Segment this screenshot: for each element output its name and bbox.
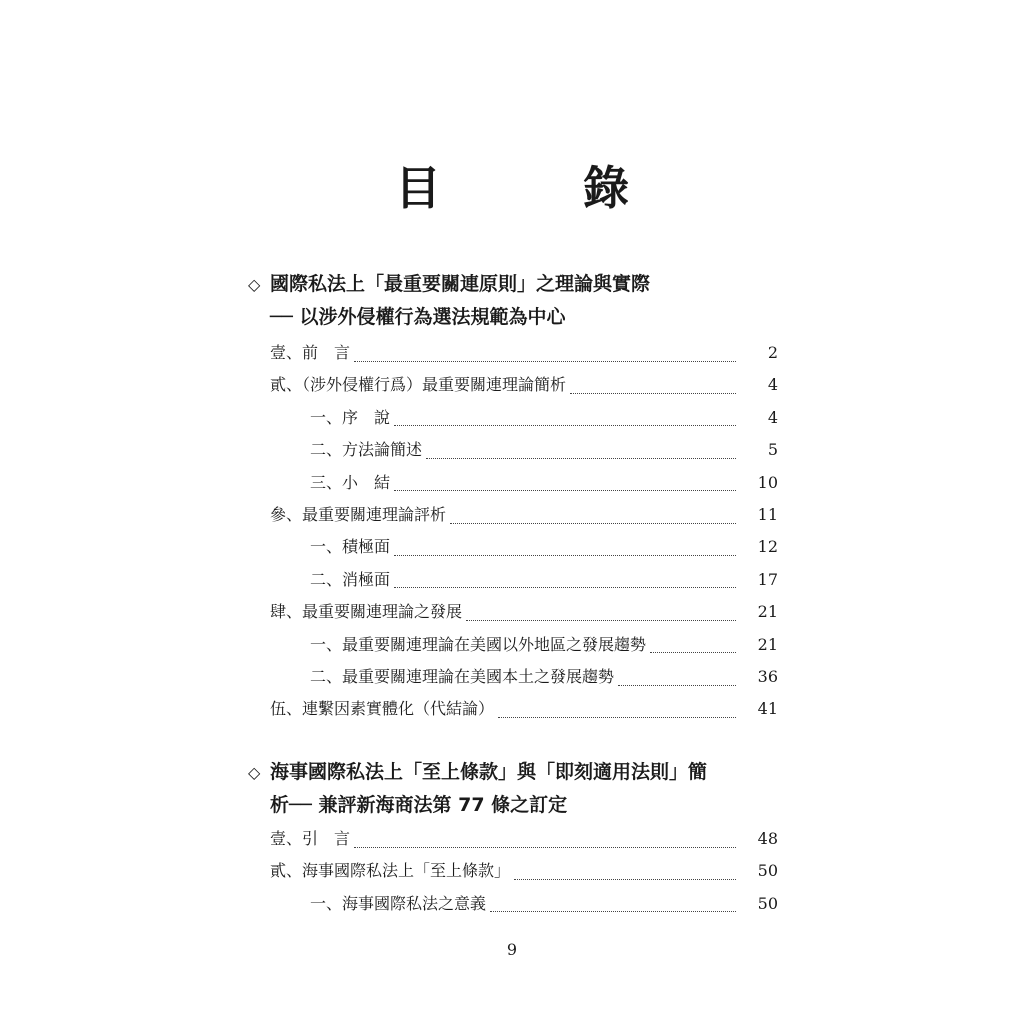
toc-entry[interactable] <box>270 340 778 372</box>
dot-leader <box>426 458 736 459</box>
toc-entry-label: 參、最重要關連理論評析 <box>270 504 447 524</box>
toc-entry-label: 二、最重要關連理論在美國本土之發展趨勢 <box>310 666 615 686</box>
toc-entry[interactable] <box>270 599 778 631</box>
dot-leader <box>618 685 736 686</box>
section-heading-2 <box>248 756 768 821</box>
toc-entry-page-number: 2 <box>767 343 778 362</box>
toc-entry[interactable] <box>270 502 778 534</box>
toc-entry-page-number: 10 <box>757 472 778 492</box>
toc-entry-page-number: 48 <box>757 829 778 848</box>
toc-entry[interactable] <box>270 696 778 728</box>
toc-entry-page-number: 5 <box>767 440 778 460</box>
toc-entry-page-number: 50 <box>757 861 778 881</box>
toc-entry[interactable] <box>270 891 778 923</box>
section-heading-1-line1 <box>248 268 768 301</box>
section-heading-2-line2: 析── 兼評新海商法第 77 條之訂定 <box>270 794 568 816</box>
dot-leader <box>354 847 736 848</box>
toc-entry-label: 一、海事國際私法之意義 <box>310 893 487 913</box>
dot-leader <box>514 879 736 880</box>
toc-entry[interactable] <box>270 664 778 696</box>
toc-entry-page-number: 12 <box>757 537 778 557</box>
dot-leader <box>394 587 736 588</box>
toc-entry-label: 壹、引 言 <box>270 829 351 848</box>
toc-entry-page-number: 11 <box>757 504 778 524</box>
toc-entry[interactable] <box>270 858 778 890</box>
toc-entry-label: 貳、（涉外侵權行爲）最重要關連理論簡析 <box>270 375 567 395</box>
toc-entry-label: 二、消極面 <box>310 569 391 589</box>
dot-leader <box>650 652 736 653</box>
dot-leader <box>490 911 736 912</box>
toc-list-section-2 <box>270 826 778 923</box>
toc-entry[interactable] <box>270 372 778 404</box>
toc-entry-label: 二、方法論簡述 <box>310 440 423 460</box>
dot-leader <box>394 490 736 491</box>
dot-leader <box>498 717 736 718</box>
toc-entry-label: 一、序 說 <box>310 407 391 427</box>
diamond-bullet-icon: ◇ <box>248 763 261 782</box>
section-heading-1 <box>248 268 768 333</box>
toc-entry-label: 三、小 結 <box>310 472 391 492</box>
toc-entry-label: 肆、最重要關連理論之發展 <box>270 602 463 622</box>
section-heading-2-line1 <box>248 756 768 789</box>
toc-entry-label: 貳、海事國際私法上「至上條款」 <box>270 861 511 881</box>
dot-leader <box>394 555 736 556</box>
toc-entry[interactable] <box>270 405 778 437</box>
toc-entry-page-number: 4 <box>767 407 778 427</box>
toc-entry-label: 一、積極面 <box>310 537 391 557</box>
toc-entry-label: 一、最重要關連理論在美國以外地區之發展趨勢 <box>310 634 647 654</box>
dot-leader <box>570 393 736 394</box>
toc-entry-page-number: 21 <box>757 602 778 622</box>
dot-leader <box>450 523 736 524</box>
dot-leader <box>394 425 736 426</box>
toc-entry-page-number: 21 <box>757 634 778 654</box>
toc-entry-page-number: 36 <box>757 666 778 686</box>
toc-entry-page-number: 4 <box>767 375 778 395</box>
toc-entry[interactable] <box>270 826 778 858</box>
toc-entry-page-number: 50 <box>757 893 778 913</box>
toc-entry[interactable] <box>270 567 778 599</box>
section-heading-1-line2: ── 以涉外侵權行為選法規範為中心 <box>270 306 566 328</box>
dot-leader <box>466 620 736 621</box>
page-number: 9 <box>506 940 518 959</box>
dot-leader <box>354 361 736 362</box>
section-heading-2-title: 海事國際私法上「至上條款」與「即刻適用法則」簡 <box>270 761 708 783</box>
section-heading-1-title: 國際私法上「最重要關連原則」之理論與實際 <box>270 273 651 295</box>
toc-entry[interactable] <box>270 437 778 469</box>
toc-list-section-1 <box>270 340 778 729</box>
page-title: 目 錄 <box>395 161 677 215</box>
toc-entry-label: 伍、連繫因素實體化（代結論） <box>270 699 495 719</box>
toc-entry[interactable] <box>270 534 778 566</box>
toc-entry-page-number: 17 <box>757 569 778 589</box>
toc-entry-label: 壹、前 言 <box>270 343 351 362</box>
toc-entry[interactable] <box>270 632 778 664</box>
diamond-bullet-icon: ◇ <box>248 275 261 294</box>
toc-entry-page-number: 41 <box>757 699 778 719</box>
toc-entry[interactable] <box>270 470 778 502</box>
